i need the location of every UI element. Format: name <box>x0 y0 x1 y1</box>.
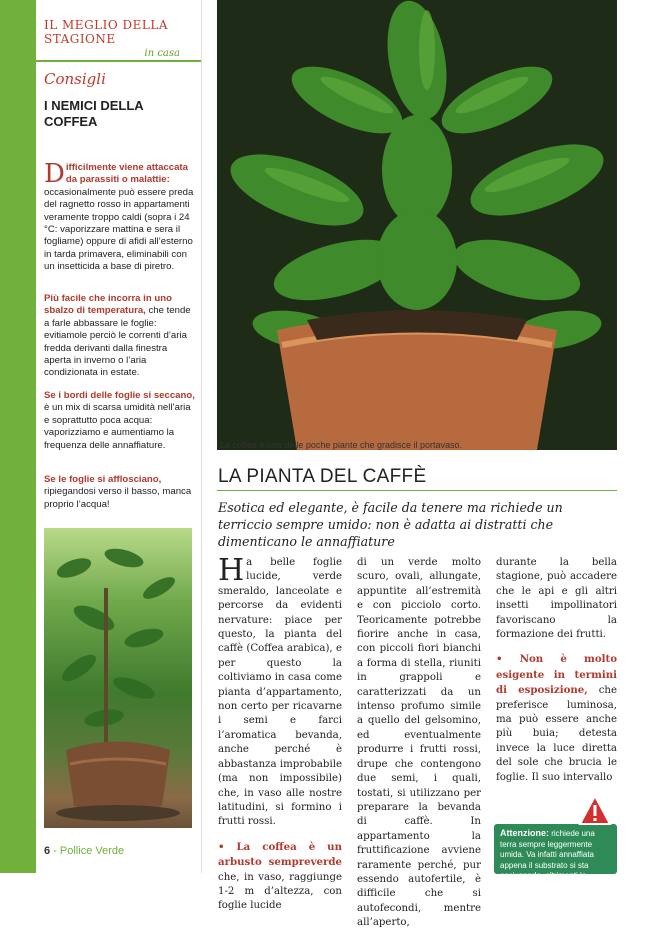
column-3-text-2: che preferisce luminosa, ma può essere anche più buia; detesta invece la luce diretta del sole che brucia le foglie. Il suo intervallo <box>496 685 617 783</box>
sidebar-p2-highlight: Più facile che incorra in uno sbalzo di temperatura, <box>44 293 172 317</box>
attention-label: Attenzione: <box>500 828 549 838</box>
sidebar-p2-text: che tende a farle abbassare le foglie: evitiamole perciò le correnti d’aria fredda derivanti dalla finestra aperta in inverno o l’aria condizionata in estate. <box>44 305 191 379</box>
sidebar-paragraph-2 <box>44 293 196 380</box>
main-coffee-plant-photo <box>217 0 617 450</box>
footer-brand: Pollice Verde <box>59 845 125 857</box>
header-line1: IL MEGLIO DELLA STAGIONE <box>44 18 169 46</box>
green-side-bar <box>0 0 36 873</box>
sidebar-section-label: Consigli <box>44 70 106 88</box>
sidebar-photo-illustration <box>44 528 192 828</box>
sidebar-p4-highlight: Se le foglie si afflosciano, <box>44 474 162 485</box>
header-line2: in casa <box>144 48 180 59</box>
warning-icon <box>578 794 612 826</box>
column-2-paragraph-1: di un verde molto scuro, ovali, allungate, appuntite all’estremità e con picciolo corto. Teoricamente potrebbe fiorire anche in casa, con piccoli fiori bianchi a forma di stella, riuniti in grappoli e caratterizzati da un intenso profumo simile a quello del gelsomino, ed eventualmente produrre i frutti rossi, drupe che contengono due semi, i quali, tostati, si utilizzano per preparare la bevanda di caffè. In appartamento la fruttificazione avviene raramente perché, pur essendo autofertile, è difficile che si autofecondi, mentre all’aperto, <box>357 557 481 929</box>
title-rule <box>217 490 617 491</box>
section-header <box>44 18 196 59</box>
sidebar-paragraph-3 <box>44 390 196 452</box>
column-1-text-2: che, in vaso, raggiunge 1-2 m d’altezza, con foglie lucide <box>218 871 342 912</box>
header-rule <box>36 60 201 62</box>
sidebar-coffee-plant-photo <box>44 528 192 828</box>
sidebar-p1-text: occasionalmente può essere preda del ragnetto rosso in appartamenti veramente troppo caldi (sopra i 24 °C: vaporizzare mattina e sera il fogliame) oppure di afidi all’esterno in tarda primavera, eliminabili con un insetticida a base di piretro. <box>44 186 194 273</box>
column-3-paragraph-1: durante la bella stagione, può accadere che le api e gli altri insetti impollinatori favoriscano la formazione dei frutti. <box>496 557 617 641</box>
attention-text <box>500 828 610 913</box>
article-column-3 <box>496 556 617 795</box>
attention-body: richiede una terra sempre leggermente umida. Va infatti annaffiata appena il substrato si sta asciugando, altrimenti le grandi foglie si afflosciano attorno al fusto, si seccano e cadono. <box>500 829 602 912</box>
column-1-paragraph-1 <box>218 553 342 830</box>
column-1-paragraph-2 <box>218 840 342 914</box>
column-3-highlight: • Non è molto esigente in termini di esposizione, <box>496 653 617 697</box>
sidebar-title: I NEMICI DELLA COFFEA <box>44 98 144 129</box>
article-dropcap: H <box>218 553 245 588</box>
footer-separator: - <box>50 845 60 857</box>
sidebar-p3-text: è un mix di scarsa umidità nell’aria e soprattutto poca acqua: vaporizziamo e aumentiamo la frequenza delle annaffiature. <box>44 402 191 451</box>
article-column-2 <box>357 556 481 941</box>
page-number: 6 <box>44 845 51 857</box>
article-subtitle: Esotica ed elegante, è facile da tenere ma richiede un terriccio sempre umido: non è adatta ai distratti che dimenticano le annaffiature <box>218 500 563 549</box>
sidebar-paragraph-4 <box>44 474 196 511</box>
sidebar-paragraph-1 <box>44 159 196 274</box>
sidebar-box <box>36 0 202 873</box>
article-title: LA PIANTA DEL CAFFÈ <box>218 466 427 487</box>
sidebar-p4-text: ripiegandosi verso il basso, manca proprio l’acqua! <box>44 486 192 510</box>
column-1-highlight: • La coffea è un arbusto sempreverde <box>218 840 342 869</box>
sidebar-p3-highlight: Se i bordi delle foglie si seccano, <box>44 390 195 401</box>
main-photo-illustration <box>217 0 617 450</box>
page-footer <box>44 845 124 857</box>
sidebar-p1-highlight: ifficilmente viene attaccata da parassiti o malattie: <box>65 162 188 186</box>
photo-caption: La coffea è una delle poche piante che gradisce il portavaso. <box>220 440 463 450</box>
sidebar-dropcap: D <box>44 159 65 189</box>
article-column-1 <box>218 553 342 924</box>
column-3-paragraph-2 <box>496 652 617 785</box>
column-1-text: a belle foglie lucide, verde smeraldo, lanceolate e percorse da evidenti nervature: piace per questo, la pianta del caffè (Coffea arabica), e per questo la coltiviamo in casa come pianta d’appartamento, non certo per ricavarne i semi e farci l’aromatica bevanda, anche perché è abbastanza improbabile (ma non impossibile) che, in vaso alle nostre latitudini, si formino i frutti rossi. <box>218 557 342 828</box>
